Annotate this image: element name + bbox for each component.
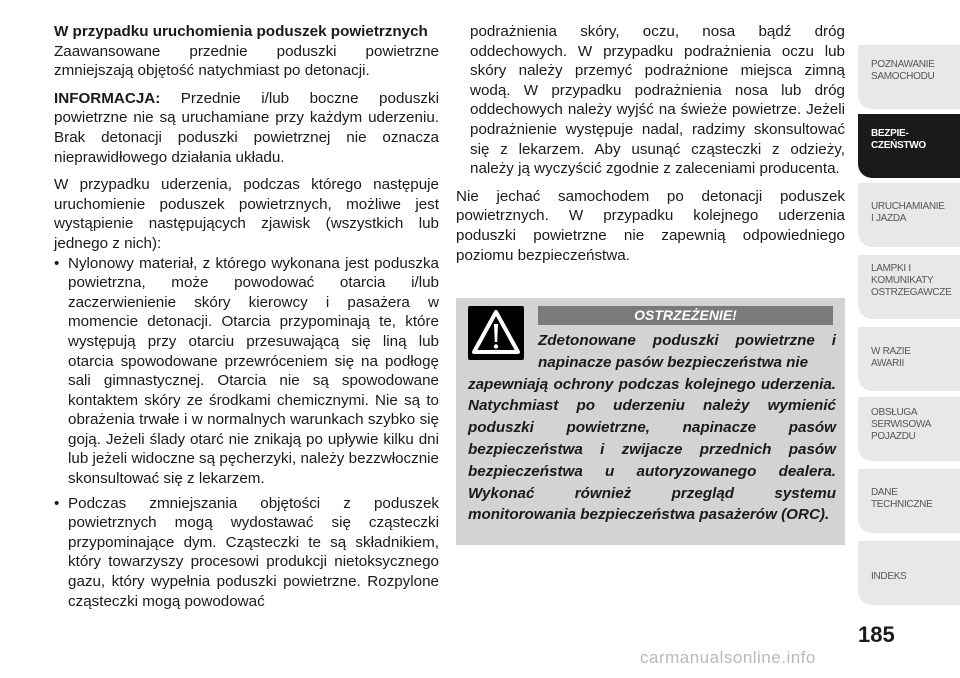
tab-label: W RAZIE AWARII (871, 346, 911, 369)
left-column (54, 22, 439, 611)
tab-label: LAMPKI I KOMUNIKATY OSTRZEGAWCZE (871, 263, 952, 298)
warning-text-indented: Zdetonowane poduszki powietrzne i napinacze pasów bezpieczeństwa nie (538, 332, 836, 371)
tab-label: BEZPIE- CZEŃSTWO (871, 128, 926, 151)
tab-lampki-i-komunikaty[interactable] (858, 255, 960, 319)
tab-label: DANE TECHNICZNE (871, 487, 933, 510)
bullet-icon: • (54, 254, 60, 272)
tab-label: INDEKS (871, 571, 907, 582)
info-text: Przednie i/lub boczne poduszki powietrzne nie są uruchamiane przy każdym uderzeniu. Brak detonacji poduszki powietrznej nie oznacza nieprawidłowego działania układu. (54, 89, 439, 166)
info-paragraph (54, 89, 439, 167)
warning-text-rest: zapewniają ochrony podczas kolejnego uderzenia. Natychmiast po uderzeniu należy wymienić poduszki powietrzne, napinacze pasów bezpieczeństwa i zwijacze przednich pasów bezpieczeństwa u autoryzowanego dealera. Wykonać również przegląd systemu monitorowania bezpieczeństwa pasażerów (ORC). (468, 375, 836, 524)
list-item (54, 494, 439, 612)
bullet-text: Nylonowy materiał, z którego wykonana jest poduszka powietrzna, może powodować otarcia i/lub zaczerwienienie skóry kierowcy i pasażera w momencie detonacji. Otarcia przypominają te, które występują przy otarciu przesuwającą się liną lub otarcia spowodowane przewróceniem się na podłogę sali gimnastycznej. Otarcia nie są spowodowane kontaktem skóry ze środkami chemicznymi. Nie są to obrażenia trwałe i w normalnych warunkach szybko się goją. Jeżeli ślady otarć nie znikają po upływie kilku dni lub jeżeli widoczne są pęcherzyki, należy bezzwłocznie skonsultować się z lekarzem. (68, 254, 439, 488)
section-heading: W przypadku uruchomienia poduszek powietrznych (54, 23, 428, 40)
info-label: INFORMACJA: (54, 89, 161, 107)
continuation-paragraph: podrażnienia skóry, oczu, nosa bądź dróg oddechowych. W przypadku podrażnienia oczu lub skóry należy przemyć podrażnione miejsca zimną wodą. W przypadku podrażnienia nosa lub dróg oddechowych należy wyjść na świeże powietrze. Jeżeli podrażnienie występuje nadal, radzimy skonsultować się z lekarzem. Aby usunąć cząsteczki z odzieży, należy ją wyczyścić zgodnie z zaleceniami producenta. (470, 23, 845, 178)
warning-box (456, 298, 845, 545)
tab-poznawanie-samochodu[interactable] (858, 45, 960, 109)
page-number: 185 (858, 622, 895, 647)
tab-obsluga-serwisowa[interactable] (858, 397, 960, 461)
bullet-text: Podczas zmniejszania objętości z poduszek powietrznych mogą wydostawać się cząsteczki przypominające dym. Cząsteczki te są składnikiem, który towarzyszy procesowi produkcji nietoksycznego gazu, który wypełnia poduszki powietrzne. Rozpylone cząsteczki mogą powodować (68, 494, 439, 610)
warning-title: OSTRZEŻENIE! (538, 306, 833, 325)
right-column (456, 22, 845, 273)
tab-bezpieczenstwo[interactable] (858, 114, 960, 178)
tab-uruchamianie-i-jazda[interactable] (858, 183, 960, 247)
watermark: carmanualsonline.info (640, 648, 816, 667)
bullet-icon: • (54, 494, 60, 512)
tab-dane-techniczne[interactable] (858, 469, 960, 533)
tab-indeks[interactable] (858, 541, 960, 605)
list-item (54, 254, 439, 489)
tab-w-razie-awarii[interactable] (858, 327, 960, 391)
paragraph-2: W przypadku uderzenia, podczas którego następuje uruchomienie poduszek powietrznych, możliwe jest wystąpienie następujących zjawisk (wszystkich lub jednego z nich): (54, 176, 439, 252)
paragraph-no-driving: Nie jechać samochodem po detonacji poduszek powietrznych. W przypadku kolejnego uderzenia poduszki powietrzne nie zapewnią odpowiedniego poziomu bezpieczeństwa. (456, 187, 845, 264)
warning-text (468, 330, 836, 526)
tab-label: OBSŁUGA SERWISOWA POJAZDU (871, 407, 932, 442)
paragraph-1: Zaawansowane przednie poduszki powietrzne zmniejszają objętość natychmiast po detonacji. (54, 42, 439, 80)
tab-label: URUCHAMIANIE I JAZDA (871, 201, 945, 224)
bullet-list (54, 254, 439, 612)
tab-label: POZNAWANIE SAMOCHODU (871, 59, 935, 82)
chapter-sidebar (858, 0, 960, 678)
